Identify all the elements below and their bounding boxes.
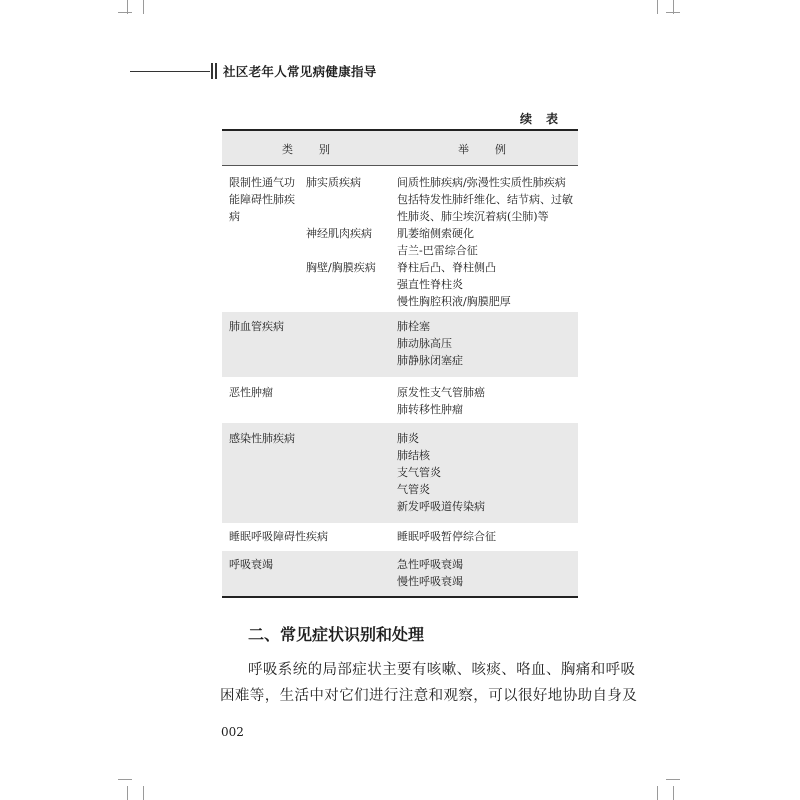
subcategory-cell: 肺实质疾病 xyxy=(306,176,361,189)
table-continued-label: 续表 xyxy=(520,112,573,126)
crop-mark xyxy=(666,12,680,13)
category-cell: 呼吸衰竭 xyxy=(229,558,273,571)
example-item: 慢性呼吸衰竭 xyxy=(397,575,463,588)
example-item: 慢性胸腔积液/胸膜肥厚 xyxy=(397,295,511,308)
category-cell: 肺血管疾病 xyxy=(229,320,284,333)
example-item: 肌萎缩侧索硬化 xyxy=(397,227,474,240)
section-heading: 二、常见症状识别和处理 xyxy=(248,625,425,644)
header-divider xyxy=(215,63,217,79)
subcategory-cell: 胸壁/胸膜疾病 xyxy=(306,261,376,274)
example-item: 间质性肺疾病/弥漫性实质性肺疾病 xyxy=(397,176,566,189)
example-item: 脊柱后凸、脊柱侧凸 xyxy=(397,261,496,274)
crop-mark xyxy=(143,0,144,14)
crop-mark xyxy=(666,779,680,780)
column-header-category: 类别 xyxy=(282,143,356,156)
example-item: 睡眠呼吸暂停综合征 xyxy=(397,530,496,543)
example-item: 肺转移性肿瘤 xyxy=(397,403,463,416)
crop-mark xyxy=(657,0,658,14)
example-item: 性肺炎、肺尘埃沉着病(尘肺)等 xyxy=(397,210,549,223)
header-rule xyxy=(130,71,210,72)
example-item: 肺结核 xyxy=(397,449,430,462)
example-item: 包括特发性肺纤维化、结节病、过敏 xyxy=(397,193,573,206)
example-item: 支气管炎 xyxy=(397,466,441,479)
example-item: 肺动脉高压 xyxy=(397,337,452,350)
paragraph-line: 呼吸系统的局部症状主要有咳嗽、咳痰、咯血、胸痛和呼吸 xyxy=(248,662,636,678)
examples-cell xyxy=(397,528,575,545)
examples-cell xyxy=(397,259,575,310)
classification-table xyxy=(222,129,578,598)
table-row xyxy=(222,312,578,377)
crop-mark xyxy=(127,786,128,800)
example-item: 肺静脉闭塞症 xyxy=(397,354,463,367)
header-divider xyxy=(211,63,213,79)
examples-cell xyxy=(397,225,575,259)
examples-cell xyxy=(397,430,575,515)
example-item: 强直性脊柱炎 xyxy=(397,278,463,291)
table-row xyxy=(222,551,578,596)
examples-cell xyxy=(397,556,575,590)
table-row xyxy=(222,523,578,551)
example-item: 气管炎 xyxy=(397,483,430,496)
category-cell: 限制性通气功能障碍性肺疾病 xyxy=(229,176,295,223)
category-cell: 恶性肿瘤 xyxy=(229,386,273,399)
example-item: 吉兰-巴雷综合征 xyxy=(397,244,478,257)
crop-mark xyxy=(118,12,132,13)
example-item: 肺栓塞 xyxy=(397,320,430,333)
table-row xyxy=(222,377,578,423)
examples-cell xyxy=(397,174,575,225)
crop-mark xyxy=(143,786,144,800)
example-item: 新发呼吸道传染病 xyxy=(397,500,485,513)
paragraph-line: 困难等，生活中对它们进行注意和观察，可以很好地协助自身及 xyxy=(220,688,638,704)
running-title: 社区老年人常见病健康指导 xyxy=(223,64,377,79)
subcategory-cell: 神经肌肉疾病 xyxy=(306,227,372,240)
table-row xyxy=(222,166,578,312)
page-number: 002 xyxy=(221,725,244,739)
example-item: 急性呼吸衰竭 xyxy=(397,558,463,571)
example-item: 肺炎 xyxy=(397,432,419,445)
category-cell: 睡眠呼吸障碍性疾病 xyxy=(229,530,328,543)
column-header-examples: 举例 xyxy=(458,143,532,156)
table-header xyxy=(222,131,578,165)
table-row xyxy=(222,423,578,523)
table-bottom-rule xyxy=(222,596,578,598)
category-cell: 感染性肺疾病 xyxy=(229,432,295,445)
example-item: 原发性支气管肺癌 xyxy=(397,386,485,399)
examples-cell xyxy=(397,384,575,418)
examples-cell xyxy=(397,318,575,369)
crop-mark xyxy=(118,779,132,780)
crop-mark xyxy=(673,786,674,800)
crop-mark xyxy=(657,786,658,800)
